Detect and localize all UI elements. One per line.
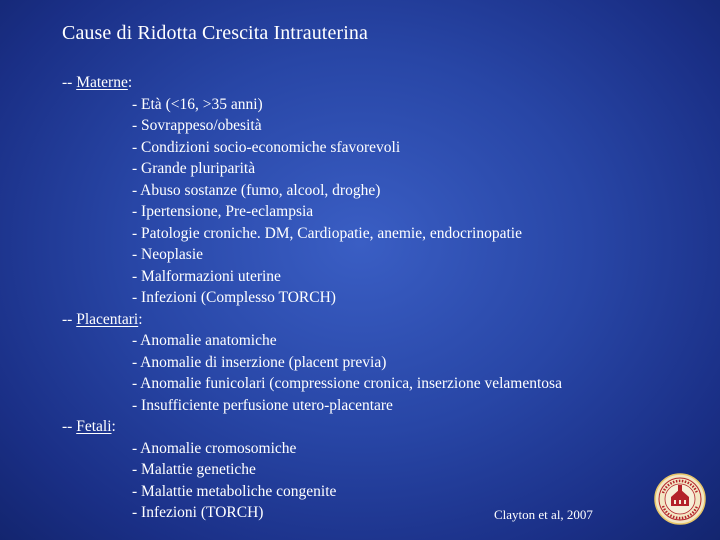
section-heading (62, 416, 562, 438)
section-heading (62, 309, 562, 331)
list-item: - Grande pluriparità (132, 160, 256, 177)
section-name: Fetali (76, 418, 112, 435)
list-item: - Età (<16, >35 anni) (132, 95, 263, 113)
slide-title: Cause di Ridotta Crescita Intrauterina (62, 22, 368, 44)
slide-body (62, 72, 562, 524)
section-name: Placentari (76, 310, 139, 328)
section-name: Materne (76, 74, 128, 91)
section-prefix: -- (62, 418, 77, 435)
list-item: - Abuso sostanze (fumo, alcool, droghe) (132, 181, 381, 199)
section-prefix: -- (62, 74, 77, 91)
list-item: - Neoplasie (132, 246, 204, 263)
university-seal-icon (654, 473, 706, 525)
list-item: - Malattie metaboliche congenite (132, 482, 337, 500)
list-item: - Anomalie anatomiche (132, 332, 277, 349)
citation: Clayton et al, 2007 (494, 507, 593, 522)
section-placentari (62, 309, 562, 417)
section-suffix: : (138, 310, 143, 328)
list-item: - Malformazioni uterine (132, 267, 281, 285)
section-materne (62, 72, 562, 309)
list-item: - Anomalie cromosomiche (132, 439, 297, 457)
list-item: - Infezioni (TORCH) (132, 504, 264, 521)
section-heading (62, 72, 562, 94)
list-item: - Condizioni socio-economiche sfavorevoli (132, 138, 401, 156)
list-item: - Infezioni (Complesso TORCH) (132, 289, 336, 306)
list-item: - Anomalie di inserzione (placent previa) (132, 353, 387, 371)
list-item: - Sovrappeso/obesità (132, 117, 262, 134)
list-item: - Insufficiente perfusione utero-placentare (132, 396, 393, 414)
section-prefix: -- (62, 310, 77, 328)
section-suffix: : (111, 418, 116, 435)
list-item: - Anomalie funicolari (compressione cronica, inserzione velamentosa (132, 375, 562, 392)
list-item: - Malattie genetiche (132, 461, 256, 478)
list-item: - Patologie croniche. DM, Cardiopatie, anemie, endocrinopatie (132, 224, 522, 242)
section-suffix: : (127, 74, 133, 91)
list-item: - Ipertensione, Pre-eclampsia (132, 203, 314, 220)
section-fetali (62, 416, 562, 524)
